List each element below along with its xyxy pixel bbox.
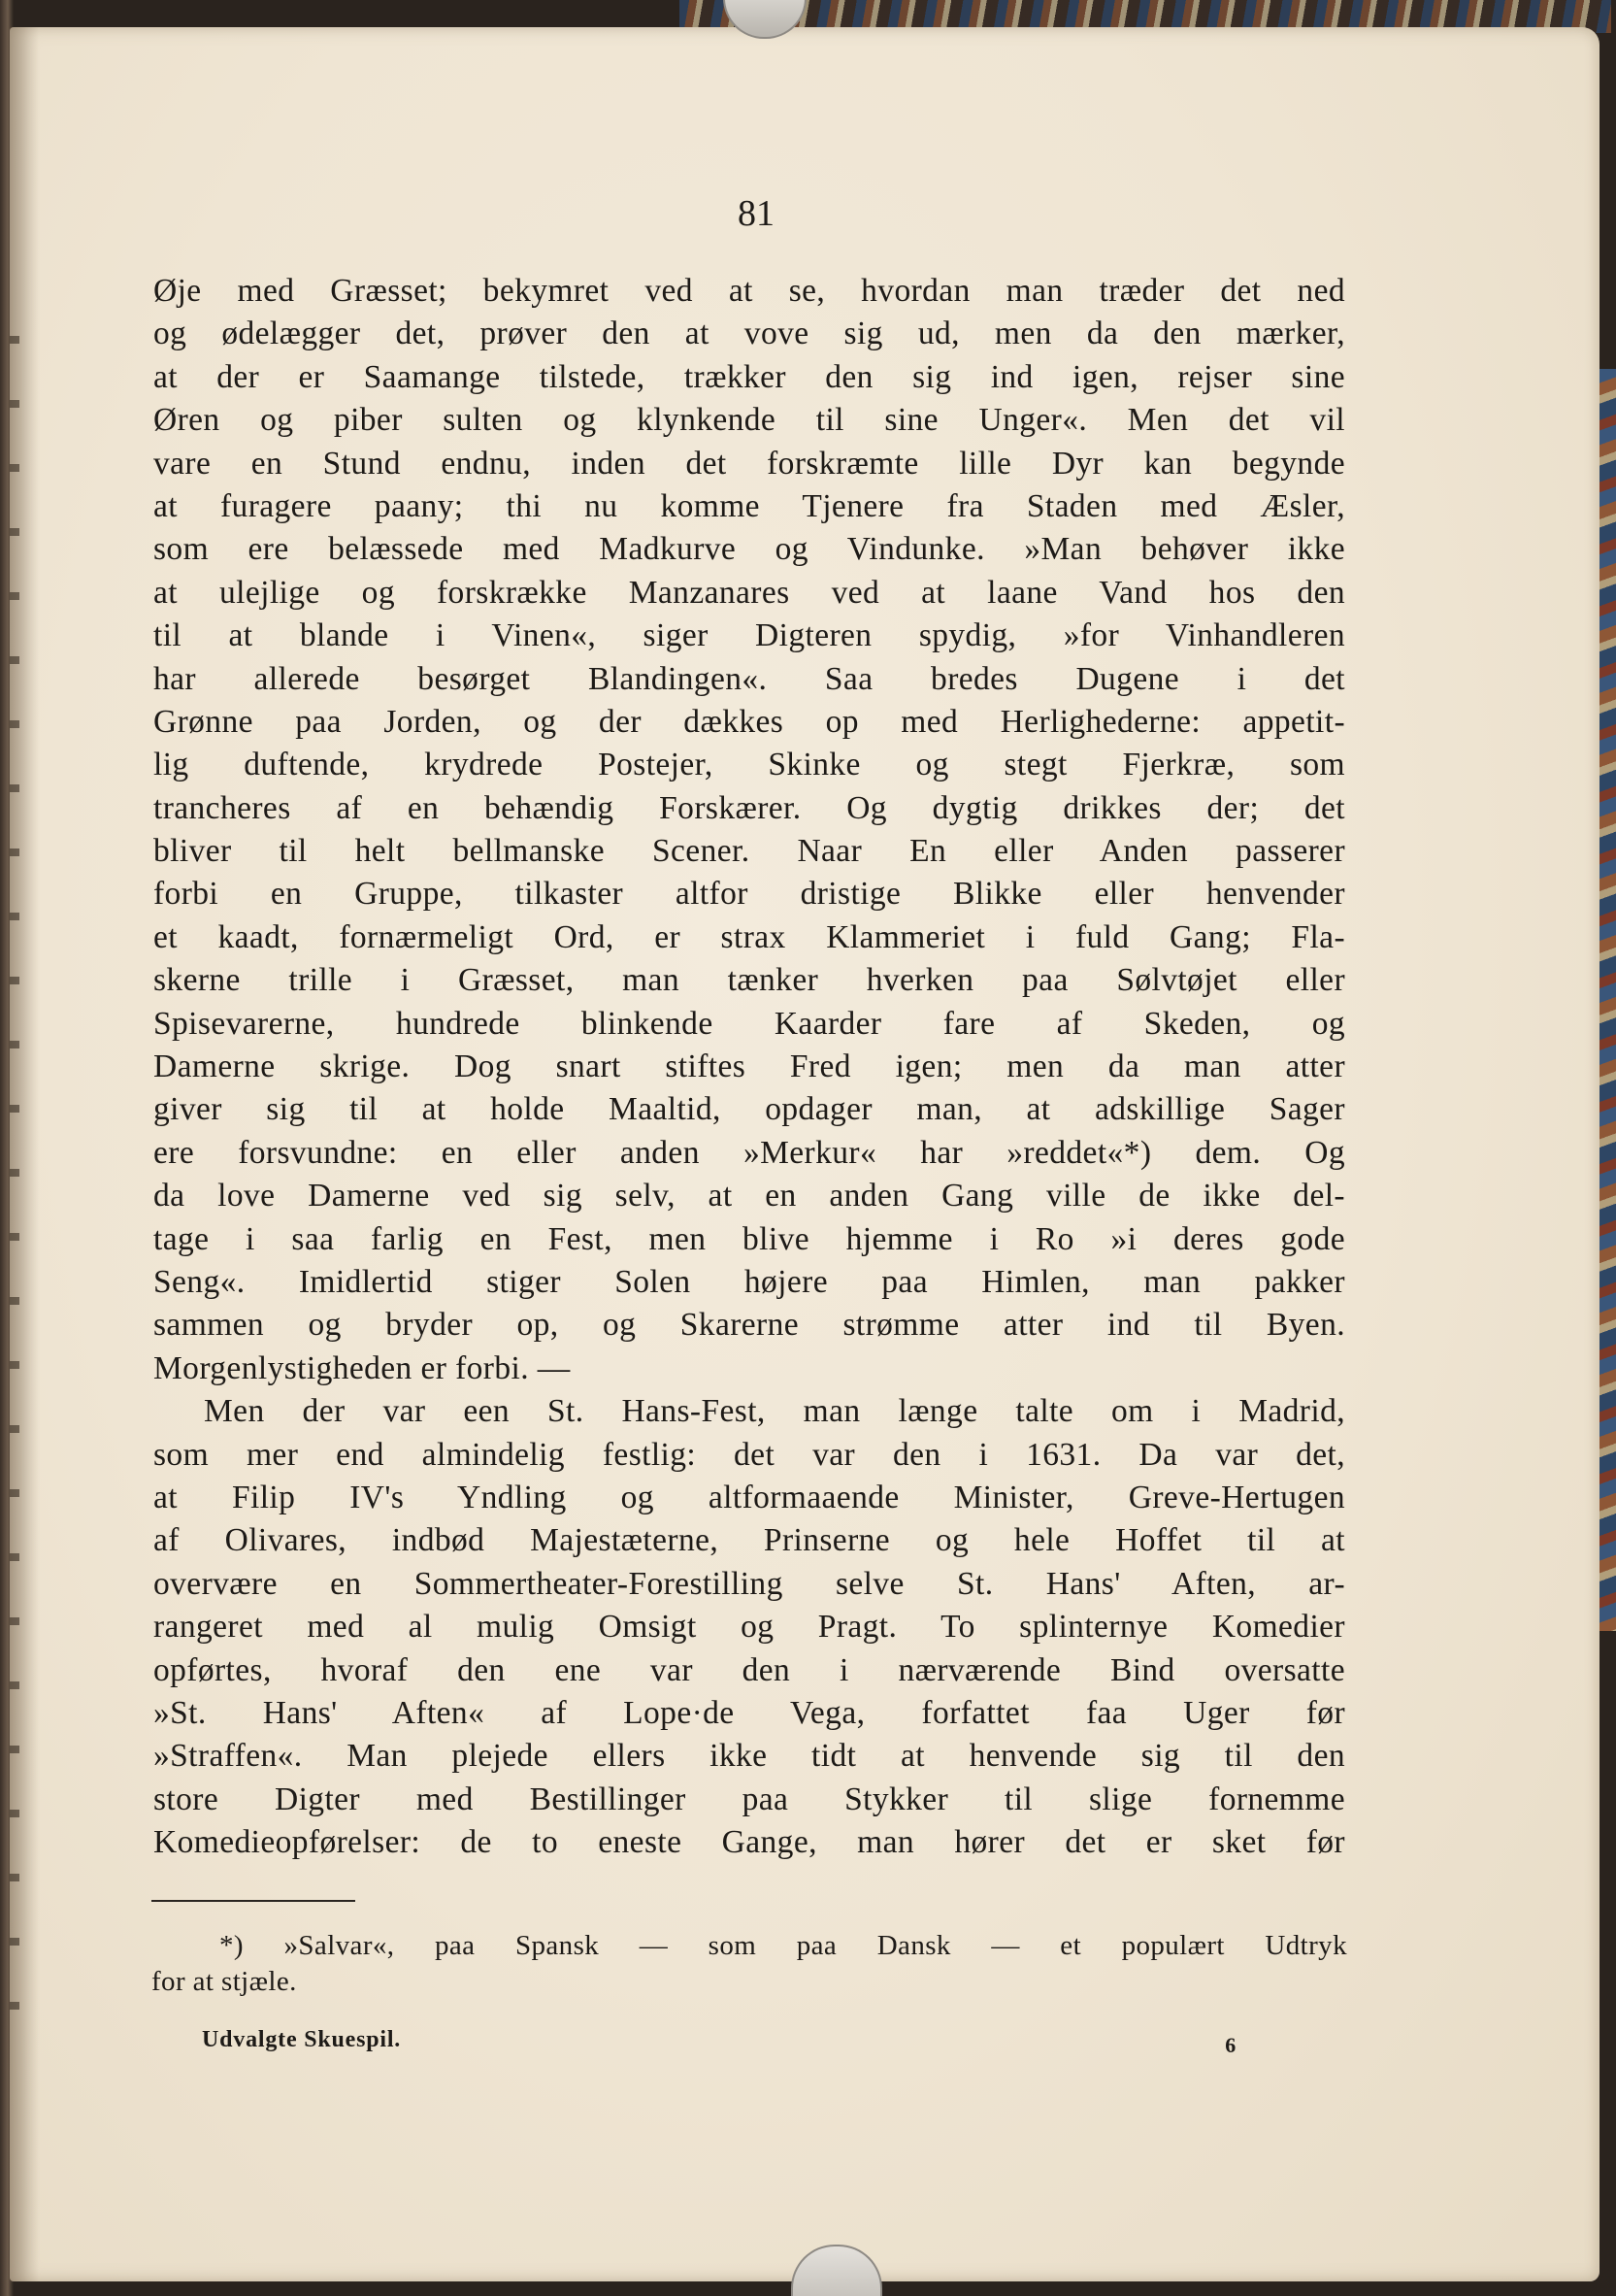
text-line: Komedieopførelser: de to eneste Gange, man hører det er sket før xyxy=(153,1824,1345,1861)
marbled-side-edge xyxy=(1599,369,1616,1631)
text-line: og ødelægger det, prøver den at vove sig ud, men da den mærker, xyxy=(153,316,1345,352)
text-line: at der er Saamange tilstede, trækker den sig ind igen, rejser sine xyxy=(153,358,1345,395)
paragraph-end-line: Morgenlystigheden er forbi. — xyxy=(153,1349,571,1386)
text-line: Øren og piber sulten og klynkende til sine Unger«. Men det vil xyxy=(153,402,1345,439)
page-number: 81 xyxy=(738,193,775,234)
text-line: at furagere paany; thi nu komme Tjenere fra Staden med Æsler, xyxy=(153,487,1345,524)
text-line: vare en Stund endnu, inden det forskræmte lille Dyr kan begynde xyxy=(153,445,1345,482)
text-line: at Filip IV's Yndling og altformaaende Minister, Greve-Hertugen xyxy=(153,1479,1345,1515)
text-line: at ulejlige og forskrække Manzanares ved at laane Vand hos den xyxy=(153,574,1345,611)
text-line: forbi en Gruppe, tilkaster altfor dristige Blikke eller henvender xyxy=(153,876,1345,913)
text-line: af Olivares, indbød Majestæterne, Prinserne og hele Hoffet til at xyxy=(153,1522,1345,1559)
text-line: som mer end almindelig festlig: det var den i 1631. Da var det, xyxy=(153,1436,1345,1473)
text-line: opførtes, hvoraf den ene var den i nærværende Bind oversatte xyxy=(153,1651,1345,1688)
footnote-divider xyxy=(151,1900,355,1902)
paragraph-start-line: Men der var een St. Hans-Fest, man længe talte om i Madrid, xyxy=(204,1393,1345,1430)
margin-marks xyxy=(10,280,19,2027)
text-line: da love Damerne ved sig selv, at en anden Gang ville de ikke del- xyxy=(153,1178,1345,1215)
text-line: til at blande i Vinen«, siger Digteren spydig, »for Vinhandleren xyxy=(153,617,1345,654)
text-line: har allerede besørget Blandingen«. Saa bredes Dugene i det xyxy=(153,660,1345,697)
text-line: store Digter med Bestillinger paa Stykker til slige fornemme xyxy=(153,1780,1345,1817)
text-line: skerne trille i Græsset, man tænker hverken paa Sølvtøjet eller xyxy=(153,962,1345,999)
text-line: som ere belæssede med Madkurve og Vindunke. »Man behøver ikke xyxy=(153,531,1345,568)
signature-title: Udvalgte Skuespil. xyxy=(202,2027,402,2052)
book-page xyxy=(10,27,1600,2281)
text-line: overvære en Sommertheater-Forestilling selve St. Hans' Aften, ar- xyxy=(153,1565,1345,1602)
text-line: »Straffen«. Man plejede ellers ikke tidt at henvende sig til den xyxy=(153,1738,1345,1775)
text-line: bliver til helt bellmanske Scener. Naar En eller Anden passerer xyxy=(153,833,1345,870)
text-line: rangeret med al mulig Omsigt og Pragt. To splinternye Komedier xyxy=(153,1609,1345,1646)
footnote-line: for at stjæle. xyxy=(151,1966,297,1997)
text-line: Damerne skrige. Dog snart stiftes Fred igen; men da man atter xyxy=(153,1048,1345,1085)
signature-mark: 6 xyxy=(1225,2033,1237,2057)
text-line: lig duftende, krydrede Postejer, Skinke og stegt Fjerkræ, som xyxy=(153,747,1345,783)
body-text xyxy=(153,270,1345,1864)
text-line: sammen og bryder op, og Skarerne strømme atter ind til Byen. xyxy=(153,1307,1345,1344)
footnote xyxy=(151,1928,1347,2000)
text-line: Seng«. Imidlertid stiger Solen højere paa Himlen, man pakker xyxy=(153,1263,1345,1300)
text-line: tage i saa farlig en Fest, men blive hjemme i Ro »i deres gode xyxy=(153,1220,1345,1257)
text-line: Grønne paa Jorden, og der dækkes op med Herlighederne: appetit- xyxy=(153,703,1345,740)
text-line: ere forsvundne: en eller anden »Merkur« har »reddet«*) dem. Og xyxy=(153,1134,1345,1171)
text-line: trancheres af en behændig Forskærer. Og dygtig drikkes der; det xyxy=(153,789,1345,826)
text-line: Øje med Græsset; bekymret ved at se, hvordan man træder det ned xyxy=(153,273,1345,309)
text-line: giver sig til at holde Maaltid, opdager man, at adskillige Sager xyxy=(153,1091,1345,1128)
text-line: et kaadt, fornærmeligt Ord, er strax Klammeriet i fuld Gang; Fla- xyxy=(153,918,1345,955)
text-line: »St. Hans' Aften« af Lope·de Vega, forfattet faa Uger før xyxy=(153,1694,1345,1731)
footnote-line: *) »Salvar«, paa Spansk — som paa Dansk — et populært Udtryk xyxy=(219,1930,1347,1961)
text-line: Spisevarerne, hundrede blinkende Kaarder fare af Skeden, og xyxy=(153,1005,1345,1042)
